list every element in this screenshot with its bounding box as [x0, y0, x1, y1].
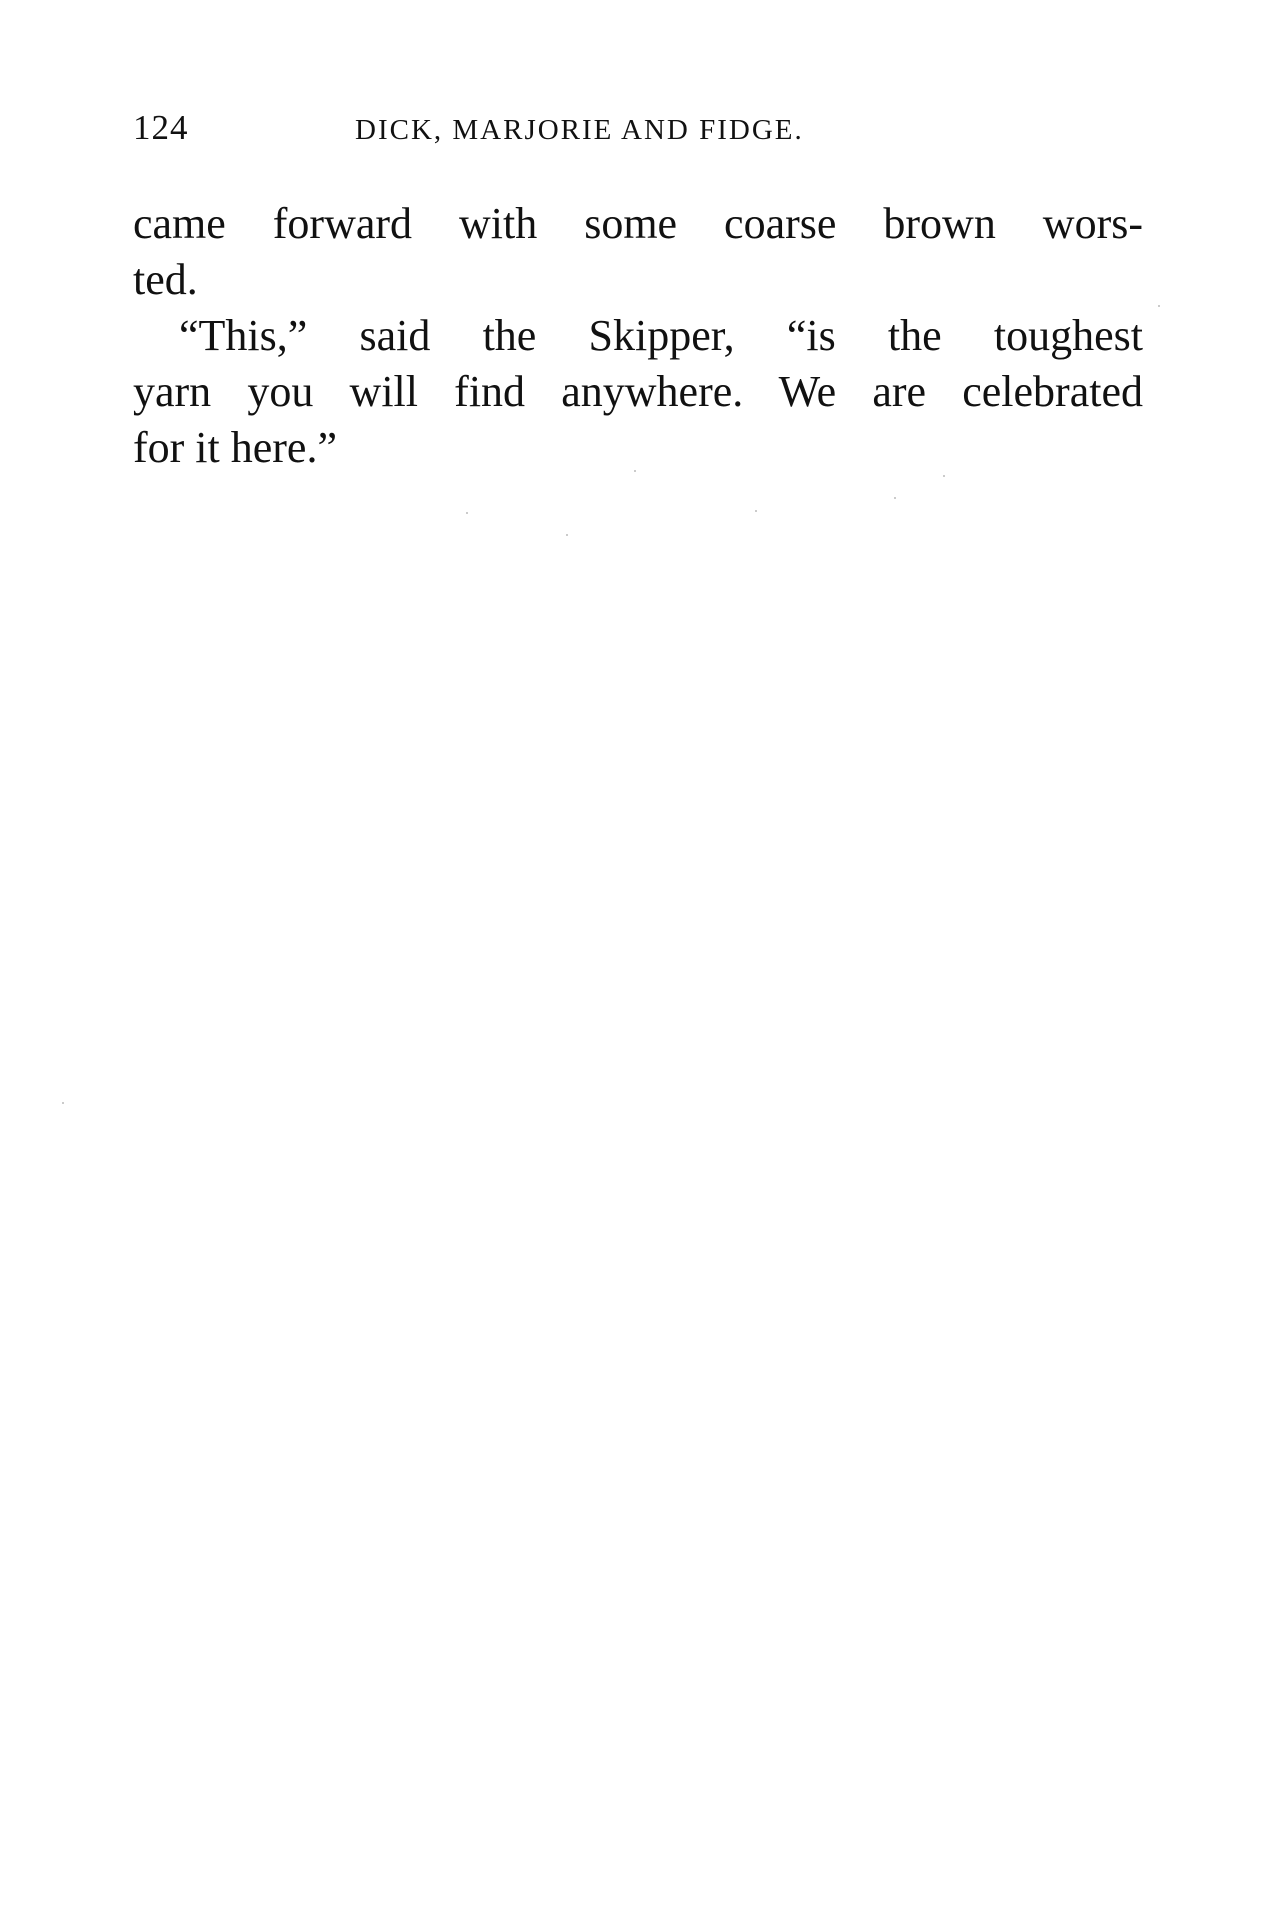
paper-speck: [894, 497, 896, 499]
paper-speck: [466, 512, 468, 514]
body-text: [133, 196, 1143, 476]
text-line: came forward with some coarse brown wors-: [133, 199, 1143, 248]
paper-speck: [1158, 305, 1160, 307]
paper-speck: [566, 534, 568, 536]
text-line: for it here.”: [133, 423, 337, 472]
page-number: 124: [133, 108, 189, 147]
paper-speck: [755, 510, 757, 512]
running-title: DICK, MARJORIE AND FIDGE.: [355, 114, 804, 146]
paper-speck: [634, 470, 636, 472]
paper-speck: [943, 475, 945, 477]
paper-speck: [62, 1102, 64, 1104]
text-line: yarn you will find anywhere. We are celebrated: [133, 367, 1143, 416]
text-line: ted.: [133, 255, 198, 304]
running-head: [133, 108, 1143, 152]
text-line: “This,” said the Skipper, “is the toughest: [179, 311, 1143, 360]
